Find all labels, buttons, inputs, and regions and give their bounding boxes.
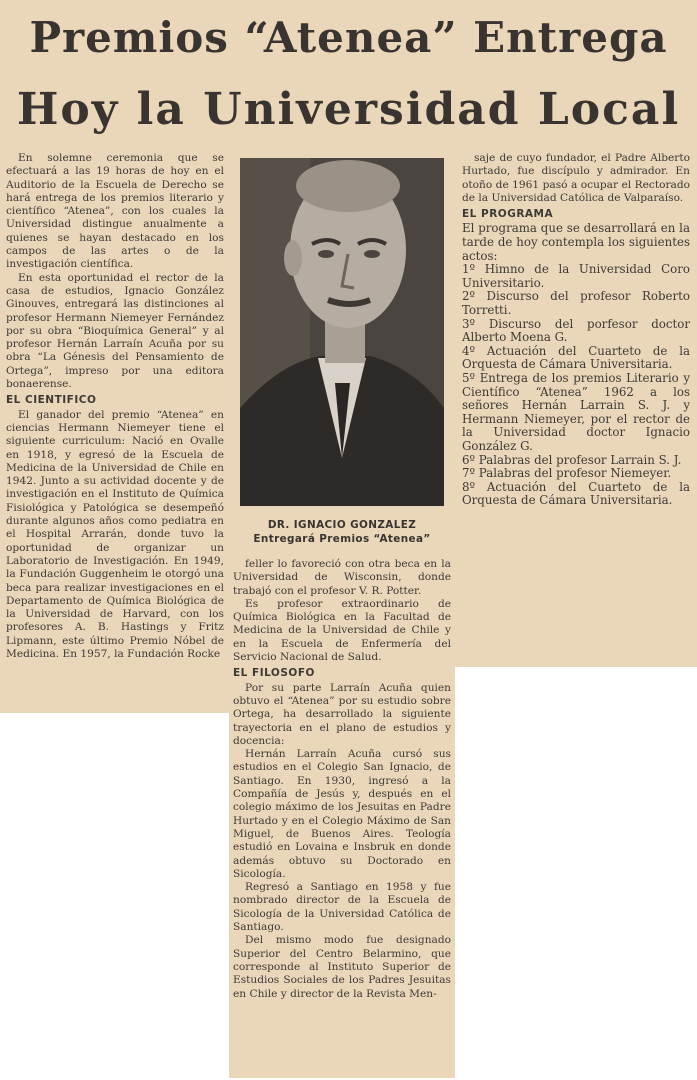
photo-caption: [233, 518, 451, 546]
subhead-cientifico: EL CIENTIFICO: [6, 394, 97, 407]
headline-line-1: Premios “Atenea” Entrega: [29, 13, 668, 62]
paragraph: El ganador del premio “Atenea” en ciencias Hermann Niemeyer tiene el siguiente curriculum: Nació en Ovalle en 1918, y egresó de la Escuela de Medicina de la Universidad de Chile en 1942. Junto a su actividad docente y de investigación en el Instituto de Química Fisiológica y Patológica se desempeñó durante algunos años como pediatra en el Hospital Arrarán, donde tuvo la oportunidad de organizar un Laboratorio de Investigación. En 1949, la Fundación Guggenheim le otorgó una beca para realizar investigaciones en el Departamento de Química Biológica de la Universidad de Harvard, con los profesores A. B. Hastings y Fritz Lipmann, este último Premio Nóbel de Medicina. En 1957, la Fundación Rocke: [6, 408, 224, 660]
program-item: 1º Himno de la Universidad Coro Universitario.: [462, 262, 690, 290]
paragraph: En esta oportunidad el rector de la casa de estudios, Ignacio González Ginouves, entregará las distinciones al profesor Hermann Niemeyer Fernández por su obra “Bioquímica General” y al profesor Hernán Larraín Acuña por su obra “La Génesis del Pensamiento de Ortega”, impreso por una editora bonaerense.: [6, 271, 224, 391]
portrait-photo: [240, 158, 444, 506]
paragraph: Es profesor extraordinario de Química Biológica en la Facultad de Medicina de la Universidad de Chile y en la Escuela de Enfermería del Servicio Nacional de Salud.: [233, 597, 451, 664]
article-column-2: [233, 558, 451, 1001]
article-column-1: [6, 152, 224, 661]
article-column-3: [462, 152, 690, 508]
program-lead: El programa que se desarrollará en la tarde de hoy contempla los siguientes actos:: [462, 221, 690, 263]
paragraph: Del mismo modo fue designado Superior del Centro Belarmino, que corresponde al Instituto Superior de Estudios Sociales de los Padres Jesuitas en Chile y director de la Revista Men-: [233, 934, 451, 1000]
headline-line-2: Hoy la Universidad Local: [16, 84, 681, 135]
paragraph: saje de cuyo fundador, el Padre Alberto Hurtado, fue discípulo y admirador. En otoño de 1961 pasó a ocupar el Rectorado de la Universidad Católica de Valparaíso.: [462, 152, 690, 204]
paragraph: En solemne ceremonia que se efectuará a las 19 horas de hoy en el Auditorio de la Escuela de Derecho se hará entrega de los premios literario y científico “Atenea”, con los cuales la Universidad distingue anualmente a quienes se hayan destacado en los campos de las artes o de la investigación científica.: [6, 152, 224, 271]
portrait-illustration: [240, 158, 444, 506]
paragraph: Regresó a Santiago en 1958 y fue nombrado director de la Escuela de Sicología de la Universidad Católica de Santiago.: [233, 881, 451, 934]
caption-subtitle: Entregará Premios “Atenea”: [253, 533, 431, 545]
caption-name: DR. IGNACIO GONZALEZ: [267, 519, 417, 531]
program-item: 8º Actuación del Cuarteto de la Orquesta de Cámara Universitaria.: [462, 479, 690, 508]
paragraph: feller lo favoreció con otra beca en la Universidad de Wisconsin, donde trabajó con el profesor V. R. Potter.: [233, 558, 451, 597]
paragraph: Hernán Larraín Acuña cursó sus estudios en el Colegio San Ignacio, de Santiago. En 1930, ingresó a la Compañía de Jesús y, después en el colegio máximo de los Jesuitas en Padre Hurtado y en el Colegio Máximo de San Miguel, de Buenos Aires. Teología estudió en Lovaina e Insbruk en donde además obtuvo su Doctorado en Sicología.: [233, 748, 451, 880]
program-item: 2º Discurso del profesor Roberto Torretti.: [462, 289, 690, 318]
program-item: 3º Discurso del porfesor doctor Alberto Moena G.: [462, 316, 690, 345]
program-item: 5º Entrega de los premios Literario y Científico “Atenea” 1962 a los señores Hernán Larrain S. J. y Hermann Niemeyer, por el rector de la Universidad doctor Ignacio González G.: [462, 371, 690, 453]
program-item: 4º Actuación del Cuarteto de la Orquesta de Cámara Universitaria.: [462, 343, 690, 372]
paragraph: Por su parte Larraín Acuña quien obtuvo el “Atenea” por su estudio sobre Ortega, ha desarrollado la siguiente trayectoria en el plano de estudios y docencia:: [233, 681, 451, 747]
subhead-filosofo: EL FILOSOFO: [233, 667, 315, 680]
subhead-programa: EL PROGRAMA: [462, 208, 554, 221]
program-item: 7º Palabras del profesor Niemeyer.: [462, 466, 672, 481]
program-item: 6º Palabras del profesor Larrain S. J.: [462, 452, 682, 467]
